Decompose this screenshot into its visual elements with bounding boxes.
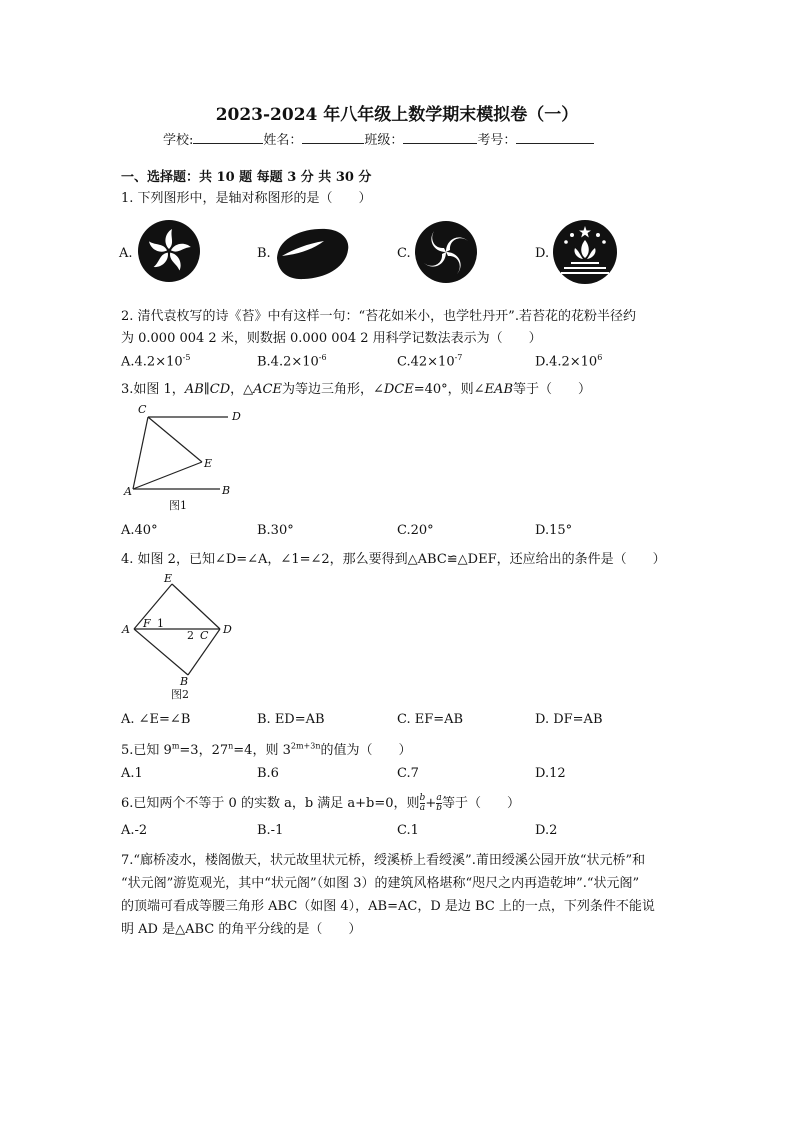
fig2-label-d: D [223, 623, 232, 636]
fig2-caption: 图2 [171, 688, 189, 701]
q5-option-d[interactable]: D.12 [535, 766, 566, 781]
q2-line1: 2. 清代袁枚写的诗《苔》中有这样一句：“苔花如米小，也学牡丹开”.若苔花的花粉半径约 [121, 309, 636, 324]
q6-stem [121, 792, 520, 813]
q6-option-b[interactable]: B.-1 [257, 823, 284, 838]
q2-option-a[interactable] [121, 353, 190, 369]
fig2-label-e: E [164, 572, 173, 585]
q3-option-c[interactable]: C.20° [397, 523, 434, 538]
q4-option-d[interactable]: D. DF=AB [535, 712, 603, 727]
q3-stem-a: 3.如图 1， [121, 382, 185, 397]
q2-option-b-base: B.4.2×10 [257, 354, 319, 370]
fig2-label-f: F [143, 617, 151, 630]
q5-sup2: n [228, 741, 234, 751]
q4-option-b[interactable]: B. ED=AB [257, 712, 325, 727]
name-blank[interactable] [302, 131, 364, 144]
q2-option-c[interactable] [397, 353, 462, 369]
q7-line2: “状元阁”游览观光，其中“状元阁”（如图 3）的建筑风格堪称“咫尺之内再造乾坤”.“状元阁” [121, 876, 640, 891]
q6-option-c[interactable]: C.1 [397, 823, 419, 838]
q5-option-c[interactable]: C.7 [397, 766, 419, 781]
fig1-label-b: B [222, 484, 231, 497]
q2-option-d-base: D.4.2×10 [535, 354, 598, 370]
fig1-caption: 图1 [169, 499, 187, 512]
macau-emblem-icon [549, 218, 621, 286]
q6-plus: + [425, 796, 437, 811]
q2-option-b[interactable] [257, 353, 327, 369]
q3-stem [121, 378, 591, 397]
class-blank[interactable] [403, 131, 477, 144]
q2-option-a-exp: -5 [182, 353, 191, 362]
q3-stem-e: 为等边三角形，∠ [281, 382, 384, 397]
q1-option-c[interactable]: C. [397, 246, 411, 261]
class-label: 班级： [364, 133, 404, 148]
q6-frac2-den: b [436, 803, 442, 813]
fig1-label-d: D [232, 410, 241, 423]
q5-stem-c: =4，则 3 [233, 743, 291, 758]
leaf-shape-icon [272, 224, 352, 282]
q4-option-c[interactable]: C. EF=AB [397, 712, 464, 727]
q6-frac1-num: b [419, 793, 426, 803]
q6-stem-a: 6.已知两个不等于 0 的实数 a，b 满足 a+b=0，则 [121, 796, 420, 811]
q5-sup1: m [171, 741, 180, 751]
figure-2 [116, 567, 246, 703]
info-line [163, 129, 594, 148]
school-label: 学校: [163, 133, 194, 148]
fig1-label-a: A [124, 485, 132, 498]
q4-stem: 4. 如图 2，已知∠D=∠A，∠1=∠2，那么要得到△ABC≌△DEF，还应给出的条件是（ ） [121, 552, 666, 567]
q3-stem-g: =40°，则∠ [413, 382, 485, 397]
q3-option-b[interactable]: B.30° [257, 523, 294, 538]
school-blank[interactable] [193, 131, 263, 144]
q2-option-b-exp: -6 [318, 353, 327, 362]
q2-option-c-base: C.42×10 [397, 354, 455, 370]
page-title: 2023-2024 年八年级上数学期末模拟卷（一） [215, 105, 579, 125]
q2-option-c-exp: -7 [454, 353, 463, 362]
hong-kong-emblem-icon [134, 219, 204, 283]
fig2-label-1: 1 [157, 617, 164, 630]
q5-stem-a: 5.已知 9 [121, 743, 172, 758]
q3-stem-i: 等于（ ） [513, 382, 592, 397]
q2-option-d[interactable] [535, 353, 602, 369]
q1-option-a[interactable]: A. [119, 246, 133, 261]
q3-stem-b: AB∥CD [184, 382, 231, 397]
q3-stem-h: EAB [484, 382, 513, 397]
q3-stem-f: DCE [383, 382, 414, 397]
q5-stem [121, 739, 412, 758]
q6-frac2-num: a [436, 793, 442, 803]
q5-stem-b: =3，27 [179, 743, 229, 758]
q6-option-a[interactable]: A.-2 [121, 823, 148, 838]
q3-option-a[interactable]: A.40° [121, 523, 158, 538]
name-label: 姓名： [263, 133, 303, 148]
q4-option-a[interactable]: A. ∠E=∠B [121, 712, 191, 727]
q1-option-d[interactable]: D. [535, 246, 550, 261]
q1-option-b[interactable]: B. [257, 246, 271, 261]
figure-1 [118, 398, 258, 514]
q1-stem: 1. 下列图形中，是轴对称图形的是（ ） [121, 191, 372, 206]
section-header: 一、选择题：共 10 题 每题 3 分 共 30 分 [121, 170, 372, 185]
q6-frac1-den: a [419, 803, 426, 813]
q5-option-b[interactable]: B.6 [257, 766, 279, 781]
q3-option-d[interactable]: D.15° [535, 523, 573, 538]
fig1-label-c: C [138, 403, 147, 416]
fig2-label-b: B [180, 675, 189, 688]
fig2-label-2: 2 [187, 629, 194, 642]
fig2-label-c: C [200, 629, 209, 642]
q2-option-d-exp: 6 [597, 353, 603, 362]
fig1-label-e: E [204, 457, 213, 470]
q5-sup3: 2m+3n [290, 741, 321, 751]
q3-stem-c: ，△ [230, 382, 254, 397]
q5-option-a[interactable]: A.1 [121, 766, 143, 781]
q6-stem-b: 等于（ ） [441, 796, 520, 811]
number-label: 考号： [477, 133, 517, 148]
q7-line4: 明 AD 是△ABC 的角平分线的是（ ） [121, 922, 362, 937]
q2-option-a-base: A.4.2×10 [121, 354, 183, 370]
q5-stem-d: 的值为（ ） [320, 743, 412, 758]
q6-option-d[interactable]: D.2 [535, 823, 558, 838]
swirl-logo-icon [411, 219, 481, 285]
fig2-label-a: A [122, 623, 130, 636]
q2-line2: 为 0.000 004 2 米，则数据 0.000 004 2 用科学记数法表示为（ ） [121, 331, 542, 346]
number-blank[interactable] [516, 131, 594, 144]
q7-line1: 7.“廊桥凌水，楼阁傲天，状元故里状元桥，绶溪桥上看绶溪”.莆田绶溪公园开放“状元桥”和 [121, 853, 646, 868]
q3-stem-d: ACE [253, 382, 282, 397]
q7-line3: 的顶端可看成等腰三角形 ABC（如图 4），AB=AC，D 是边 BC 上的一点，下列条件不能说 [121, 899, 655, 914]
